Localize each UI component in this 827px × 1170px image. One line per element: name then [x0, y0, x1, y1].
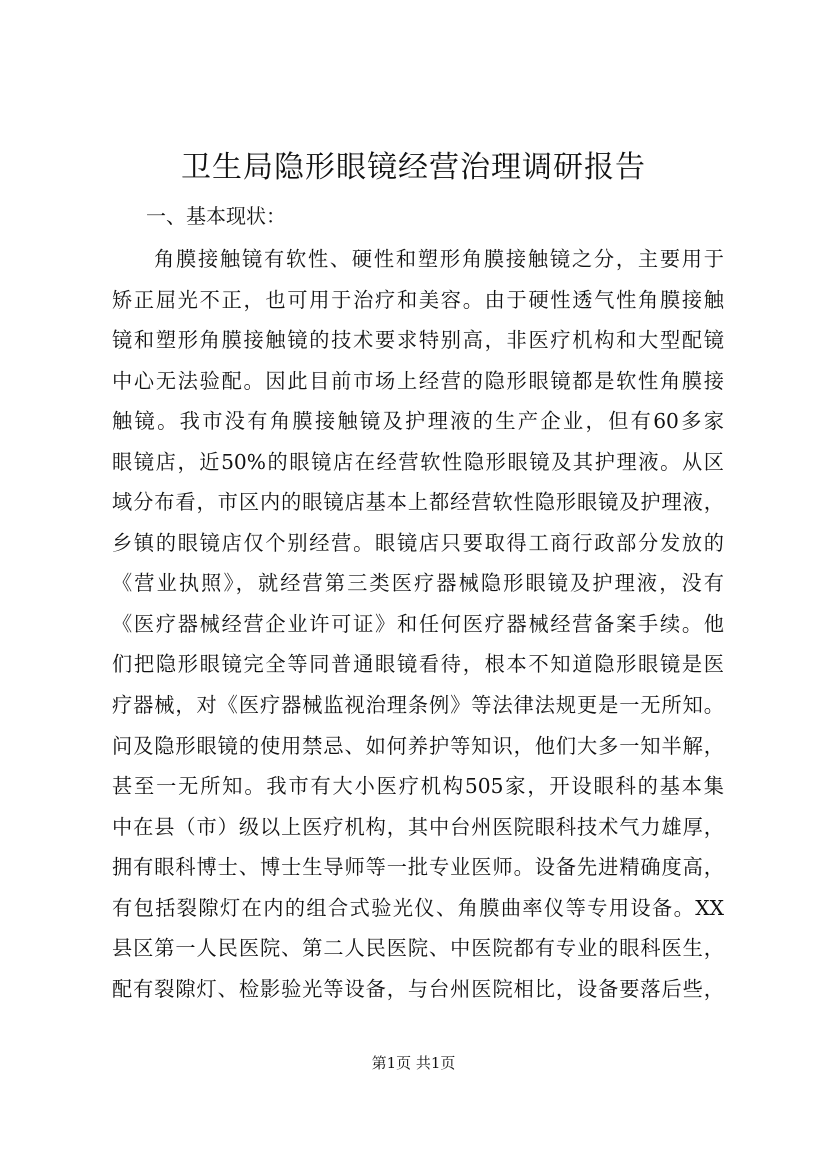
paragraph-line: 县区第一人民医院、第二人民医院、中医院都有专业的眼科医生，	[112, 936, 724, 961]
page-number-footer: 第1页 共1页	[371, 1054, 456, 1072]
paragraph-line: 《营业执照》，就经营第三类医疗器械隐形眼镜及护理液，没有	[112, 571, 724, 596]
paragraph-line: 拥有眼科博士、博士生导师等一批专业医师。设备先进精确度高，	[112, 855, 724, 880]
paragraph-line: 角膜接触镜有软性、硬性和塑形角膜接触镜之分，主要用于	[154, 247, 724, 271]
paragraph-line: 配有裂隙灯、检影验光等设备，与台州医院相比，设备要落后些，	[112, 976, 724, 1001]
paragraph-line: 中心无法验配。因此目前市场上经营的隐形眼镜都是软性角膜接	[112, 368, 724, 393]
body-paragraph	[112, 239, 724, 1009]
paragraph-line: 镜和塑形角膜接触镜的技术要求特别高，非医疗机构和大型配镜	[112, 328, 724, 353]
paragraph-line: 有包括裂隙灯在内的组合式验光仪、角膜曲率仪等专用设备。XX	[112, 895, 724, 920]
paragraph-line: 域分布看，市区内的眼镜店基本上都经营软性隐形眼镜及护理液，	[112, 490, 724, 515]
document-title: 卫生局隐形眼镜经营治理调研报告	[181, 150, 646, 185]
paragraph-line: 甚至一无所知。我市有大小医疗机构505家，开设眼科的基本集	[112, 774, 724, 799]
paragraph-line: 眼镜店，近50%的眼镜店在经营软性隐形眼镜及其护理液。从区	[112, 449, 724, 474]
paragraph-line: 矫正屈光不正，也可用于治疗和美容。由于硬性透气性角膜接触	[112, 287, 724, 312]
section-heading: 一、基本现状：	[146, 204, 286, 228]
paragraph-line: 《医疗器械经营企业许可证》和任何医疗器械经营备案手续。他	[112, 611, 724, 636]
paragraph-line: 问及隐形眼镜的使用禁忌、如何养护等知识，他们大多一知半解，	[112, 733, 724, 758]
paragraph-line: 疗器械，对《医疗器械监视治理条例》等法律法规更是一无所知。	[112, 693, 724, 718]
paragraph-line: 触镜。我市没有角膜接触镜及护理液的生产企业，但有60多家	[112, 409, 724, 434]
paragraph-line: 中在县（市）级以上医疗机构，其中台州医院眼科技术气力雄厚，	[112, 814, 724, 839]
paragraph-line: 们把隐形眼镜完全等同普通眼镜看待，根本不知道隐形眼镜是医	[112, 652, 724, 677]
paragraph-line: 乡镇的眼镜店仅个别经营。眼镜店只要取得工商行政部分发放的	[112, 530, 724, 555]
